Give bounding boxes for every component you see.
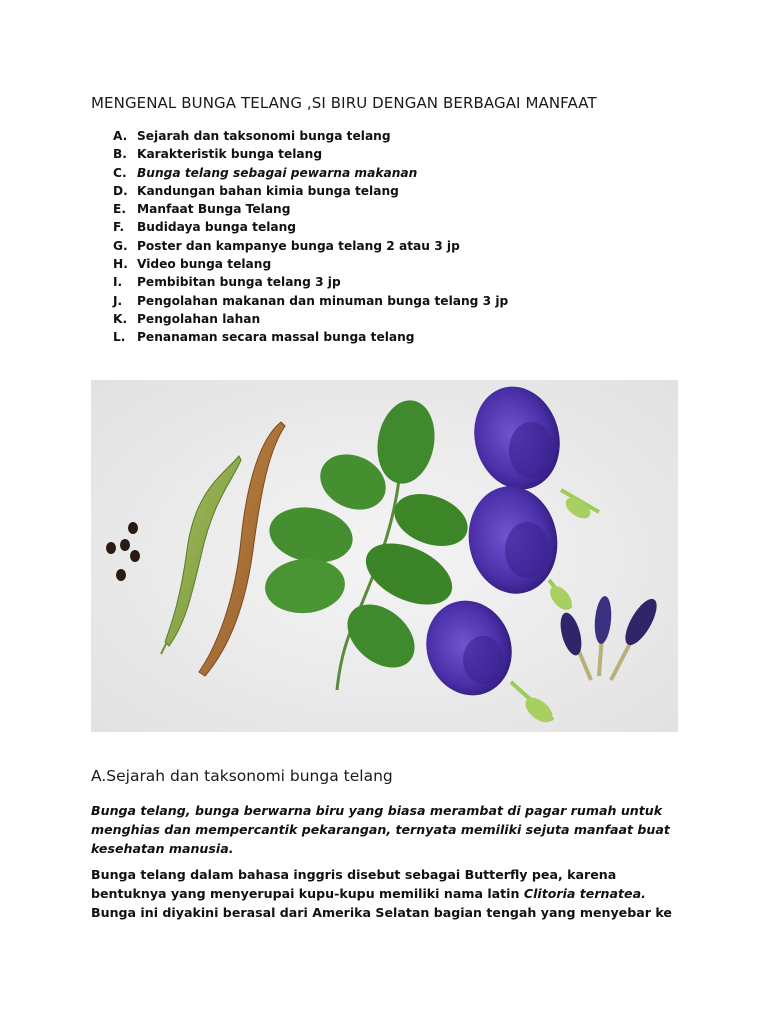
toc-item-text: Pembibitan bunga telang 3 jp xyxy=(137,275,341,290)
toc-item-text: Sejarah dan taksonomi bunga telang xyxy=(137,129,391,143)
toc-item-letter: I. xyxy=(113,275,123,290)
document-title: MENGENAL BUNGA TELANG ,SI BIRU DENGAN BERBAGAI MANFAAT xyxy=(91,94,597,112)
toc-item-letter: B. xyxy=(113,147,127,162)
toc-item xyxy=(113,145,508,163)
toc-item-text: Poster dan kampanye bunga telang 2 atau 3 jp xyxy=(137,238,460,253)
toc-item xyxy=(113,218,508,236)
toc-item-letter: J. xyxy=(113,293,123,308)
toc-item-text: Manfaat Bunga Telang xyxy=(137,202,291,217)
butterfly-pea-photo xyxy=(91,380,678,732)
toc-item-text: Karakteristik bunga telang xyxy=(137,147,323,162)
toc-item xyxy=(113,200,508,218)
toc-item-letter: L. xyxy=(113,330,126,345)
paragraph-line: menghias dan mempercantik pekarangan, ternyata memiliki sejuta manfaat buat xyxy=(91,822,670,837)
toc-item-letter: H. xyxy=(113,257,128,272)
toc-item-text: Budidaya bunga telang xyxy=(137,220,297,235)
toc-item-text: Pengolahan makanan dan minuman bunga telang 3 jp xyxy=(137,293,509,308)
toc-item-letter: F. xyxy=(113,220,125,235)
paragraph-line xyxy=(91,884,691,903)
toc-item-letter: C. xyxy=(113,165,127,180)
toc-item-letter: A. xyxy=(113,129,128,143)
toc-item-text: Bunga telang sebagai pewarna makanan xyxy=(137,165,418,180)
paragraph-line: Bunga telang, bunga berwarna biru yang biasa merambat di pagar rumah untuk xyxy=(91,803,663,818)
toc-item-letter: G. xyxy=(113,238,128,253)
toc-item-text: Penanaman secara massal bunga telang xyxy=(137,330,415,345)
toc-item-letter: K. xyxy=(113,311,128,326)
toc-item xyxy=(113,255,508,273)
toc-item xyxy=(113,237,508,255)
paragraph-line: Bunga ini diyakini berasal dari Amerika Selatan bagian tengah yang menyebar ke xyxy=(91,905,672,920)
toc-item xyxy=(113,182,508,200)
toc-item-text: Pengolahan lahan xyxy=(137,311,261,326)
toc-item-text: Video bunga telang xyxy=(137,257,272,272)
paragraph-text: bentuknya yang menyerupai kupu-kupu memiliki nama latin xyxy=(91,886,524,901)
latin-name: Clitoria ternatea. xyxy=(523,886,646,901)
toc-item xyxy=(113,164,508,182)
section-a-intro-paragraph xyxy=(91,801,691,858)
paragraph-line: kesehatan manusia. xyxy=(91,841,234,856)
paragraph-line: Bunga telang dalam bahasa inggris disebut sebagai Butterfly pea, karena xyxy=(91,867,617,882)
toc-item xyxy=(113,292,508,310)
section-a-heading: A.Sejarah dan taksonomi bunga telang xyxy=(91,767,393,785)
table-of-contents xyxy=(113,127,508,347)
section-a-body-paragraph xyxy=(91,865,691,922)
toc-item-text: Kandungan bahan kimia bunga telang xyxy=(137,183,399,198)
toc-item xyxy=(113,127,508,145)
toc-item xyxy=(113,273,508,291)
toc-item-letter: D. xyxy=(113,183,128,198)
toc-item xyxy=(113,310,508,328)
toc-item-letter: E. xyxy=(113,202,126,217)
toc-item xyxy=(113,328,508,346)
